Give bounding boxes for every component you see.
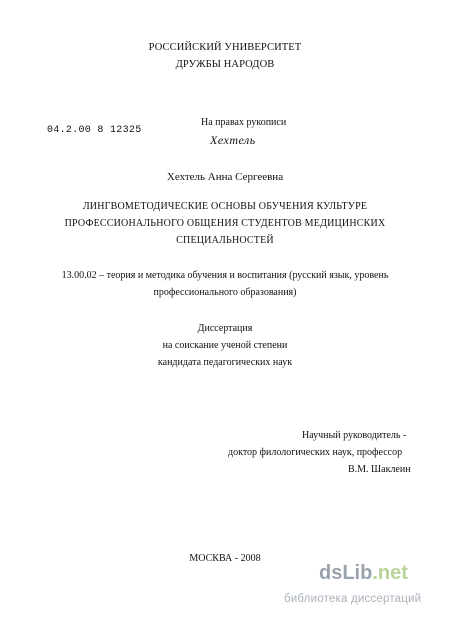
degree-line1: Диссертация: [197, 323, 253, 334]
library-stamp-number: 04.2.00 8 12325: [47, 125, 142, 136]
supervisor-line3: В.М. Шаклеин: [348, 464, 411, 475]
dissertation-title-line1: ЛИНГВОМЕТОДИЧЕСКИЕ ОСНОВЫ ОБУЧЕНИЯ КУЛЬТУРЕ: [82, 201, 368, 212]
supervisor-line1: Научный руководитель -: [302, 430, 407, 441]
watermark-caption: библиотека диссертаций: [284, 593, 422, 605]
institution-name-line1: РОССИЙСКИЙ УНИВЕРСИТЕТ: [148, 42, 302, 53]
watermark-logo-left: dsLib: [319, 562, 373, 584]
dissertation-title-line2: ПРОФЕССИОНАЛЬНОГО ОБЩЕНИЯ СТУДЕНТОВ МЕДИЦИНСКИХ: [64, 218, 386, 229]
watermark-logo: [319, 562, 408, 585]
specialty-line1: 13.00.02 – теория и методика обучения и воспитания (русский язык, уровень: [61, 270, 389, 281]
handwritten-signature: Хехтель: [210, 133, 256, 147]
place-year: МОСКВА - 2008: [189, 553, 261, 564]
supervisor-line2: доктор филологических наук, профессор: [228, 447, 403, 458]
degree-line2: на соискание ученой степени: [162, 340, 288, 351]
specialty-line2: профессионального образования): [153, 287, 297, 298]
dissertation-title-line3: СПЕЦИАЛЬНОСТЕЙ: [176, 235, 274, 246]
degree-line3: кандидата педагогических наук: [157, 357, 293, 368]
manuscript-note: На правах рукописи: [201, 117, 287, 128]
watermark-logo-right: .net: [372, 562, 408, 584]
author-name: Хехтель Анна Сергеевна: [166, 171, 284, 183]
institution-name-line2: ДРУЖБЫ НАРОДОВ: [175, 59, 275, 70]
